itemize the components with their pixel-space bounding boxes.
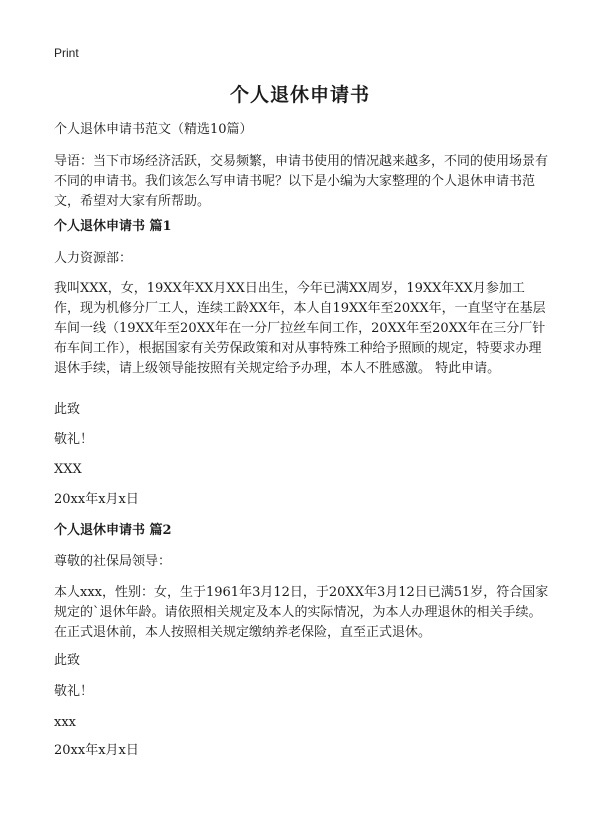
section2-date: 20xx年x月x日	[54, 743, 139, 758]
section2-salutation: 尊敬的社保局领导：	[54, 554, 172, 569]
section2-body: 本人xxx，性别：女，生于1961年3月12日，于20XX年3月12日已满51岁，符合国家规定的`退休年龄。请依照相关规定及本人的实际情况，为本人办理退休的相关手续。在正式退休前，本人按照相关规定缴纳养老保险，直至正式退休。	[54, 585, 549, 640]
section1-closing1: 此致	[54, 402, 81, 417]
section1-signature: XXX	[54, 462, 82, 477]
section1-salutation: 人力资源部：	[54, 251, 133, 266]
document-subtitle: 个人退休申请书范文（精选10篇）	[54, 122, 253, 137]
section2-closing2: 敬礼！	[54, 684, 94, 699]
page-title: 个人退休申请书	[229, 84, 370, 106]
section1-body: 我叫XXX，女，19XX年XX月XX日出生，今年已满XX周岁，19XX年XX月参加工作，现为机修分厂工人，连续工龄XX年，本人自19XX年至20XX年，一直坚守在基层车间一线（19XX年至20XX年在一分厂拉丝车间工作，20XX年至20XX年在三分厂针布车间工作），根据国家有关劳保政策和对从事特殊工种给予照顾的规定，特要求办理退休手续，请上级领导能按照有关规定给予办理，本人不胜感激。 特此申请。	[54, 281, 546, 376]
section2-heading: 个人退休申请书 篇2	[54, 523, 172, 538]
intro-paragraph: 导语：当下市场经济活跃，交易频繁，申请书使用的情况越来越多，不同的使用场景有不同的申请书。我们该怎么写申请书呢？以下是小编为大家整理的个人退休申请书范文，希望对大家有所帮助。	[54, 154, 549, 209]
section1-date: 20xx年x月x日	[54, 492, 139, 507]
section2-signature: xxx	[54, 715, 76, 730]
section2-closing1: 此致	[54, 653, 81, 668]
section1-closing2: 敬礼！	[54, 432, 94, 447]
print-link[interactable]: Print	[54, 46, 79, 60]
section1-heading: 个人退休申请书 篇1	[54, 219, 172, 234]
